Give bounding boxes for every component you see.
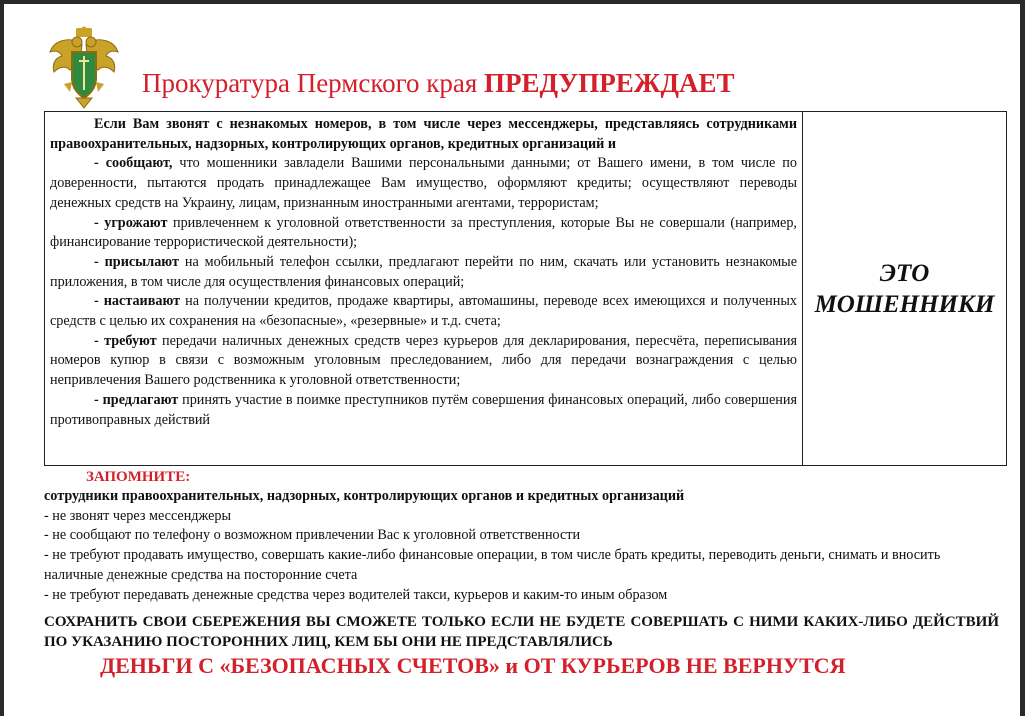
- warning-item-text: принять участие в поимке преступников путём совершения финансовых операций, либо совершения противоправных действий: [50, 391, 797, 428]
- warning-item-text: на получении кредитов, продаже квартиры, автомашины, переводе всех имеющихся и полученных средств с целью их сохранения на «безопасные», «резервные» и т.д. счета;: [50, 293, 797, 330]
- warning-item: [50, 253, 797, 292]
- warning-item-text: на мобильный телефон ссылки, предлагают перейти по ним, скачать или установить незнакомые приложения, в том числе для осуществления финансовых операций;: [50, 253, 798, 290]
- warning-text-cell: [45, 112, 803, 465]
- warning-item-keyword: - предлагают: [94, 391, 179, 408]
- document-page: [4, 4, 1020, 716]
- warning-intro: [50, 115, 797, 154]
- warning-item: [50, 154, 797, 213]
- warning-item: [50, 292, 797, 331]
- warning-item-keyword: - требуют: [94, 332, 157, 349]
- page-title: [142, 66, 735, 100]
- warning-item-keyword: - угрожают: [94, 214, 168, 231]
- remember-item: - не требуют передавать денежные средства через водителей такси, курьеров и каким-то иным образом: [44, 586, 668, 603]
- warning-item-text: привлеченнем к уголовной ответственности за преступления, которые Вы не совершали (например, финансирование террористической деятельности);: [50, 214, 797, 251]
- warning-item-keyword: - сообщают,: [94, 155, 173, 172]
- warning-intro-text: Если Вам звонят с незнакомых номеров, в том числе через мессенджеры, представляясь сотрудниками правоохранительных, надзорных, контролирующих органов, кредитных организаций и: [50, 116, 797, 152]
- warning-item-text: что мошенники завладели Вашими персональными данными; от Вашего имени, в том числе по доверенности, пытаются продать принадлежащее Вам имущество, оформляют кредиты; осуществляют переводы денежных средств на Украину, лицам, признанным иностранными агентами, террористам;: [50, 155, 797, 211]
- warning-item: [50, 332, 797, 391]
- save-savings-notice: СОХРАНИТЬ СВОИ СБЕРЕЖЕНИЯ ВЫ СМОЖЕТЕ ТОЛЬКО ЕСЛИ НЕ БУДЕТЕ СОВЕРШАТЬ С НИМИ КАКИХ-ЛИБО ДЕЙСТВИЙ ПО УКАЗАНИЮ ПОСТОРОННИХ ЛИЦ, КЕМ БЫ ОНИ НЕ ПРЕДСТАВЛЯЛИСЬ: [44, 614, 999, 650]
- remember-heading: ЗАПОМНИТЕ:: [86, 469, 191, 485]
- prosecutor-emblem-icon: [46, 26, 122, 110]
- warning-item-keyword: - настаивают: [94, 293, 181, 310]
- warning-item-text: передачи наличных денежных средств через курьеров для декларирования, пересчёта, переписывания номеров купюр в связи с возможным уголовным преследованием, либо для передачи вознаграждения с целью непривлечения Вашего родственника к уголовной ответственности;: [50, 332, 797, 389]
- warning-item: [50, 214, 797, 253]
- verdict-line-1: ЭТО: [879, 259, 930, 287]
- remember-section: [44, 487, 999, 605]
- warning-table: [44, 111, 1007, 466]
- remember-item: - не звонят через мессенджеры: [44, 507, 232, 524]
- title-strong: ПРЕДУПРЕЖДАЕТ: [484, 68, 735, 98]
- remember-item: - не сообщают по телефону о возможном привлечении Вас к уголовной ответственности: [44, 527, 581, 544]
- verdict-text: [815, 258, 995, 320]
- title-regular: Прокуратура Пермского края: [142, 68, 485, 98]
- verdict-cell: [803, 112, 1006, 465]
- final-warning: ДЕНЬГИ С «БЕЗОПАСНЫХ СЧЕТОВ» и ОТ КУРЬЕРОВ НЕ ВЕРНУТСЯ: [100, 653, 846, 678]
- warning-item-keyword: - присылают: [94, 253, 179, 270]
- remember-lead: сотрудники правоохранительных, надзорных, контролирующих органов и кредитных организаций: [44, 488, 685, 504]
- verdict-line-2: МОШЕННИКИ: [814, 290, 995, 318]
- remember-item: - не требуют продавать имущество, совершать какие-либо финансовые операции, в том числе брать кредиты, переводить деньги, снимать и вносить наличные денежные средства на посторонние счета: [44, 547, 941, 583]
- warning-item: [50, 391, 797, 430]
